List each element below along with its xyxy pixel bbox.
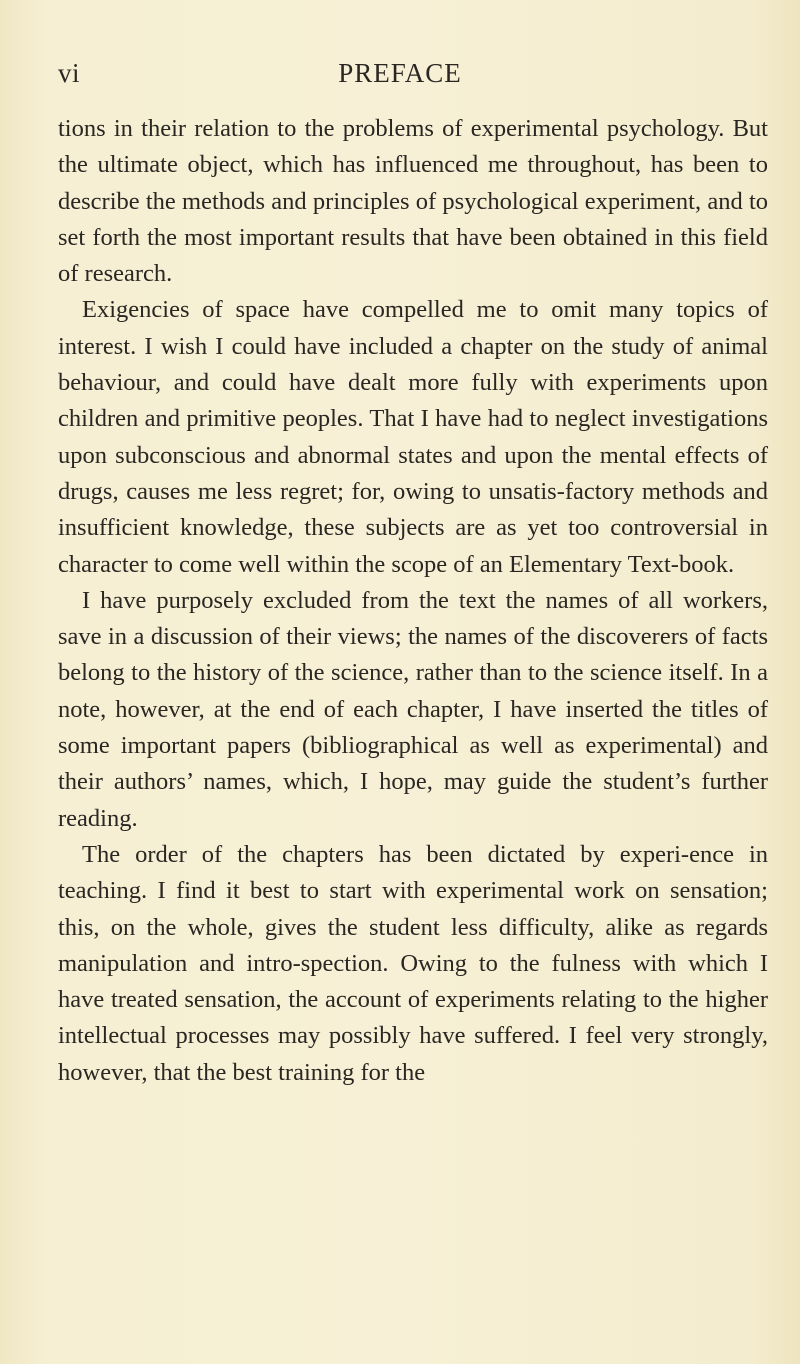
page-header bbox=[0, 58, 800, 94]
paragraph-4: The order of the chapters has been dictated by experi-ence in teaching. I find it best to start with experimental work on sensation; this, on the whole, gives the student less difficulty, alike as regards manipulation and intro-spection. Owing to the fulness with which I have treated sensation, the account of experiments relating to the higher intellectual processes may possibly have suffered. I feel very strongly, however, that the best training for the bbox=[58, 840, 768, 1086]
running-head-title: PREFACE bbox=[338, 58, 462, 88]
page-number: vi bbox=[58, 58, 81, 88]
preface-body bbox=[58, 111, 768, 1091]
paragraph-1: tions in their relation to the problems of experimental psychology. But the ultimate object, which has influenced me throughout, has been to describe the methods and principles of psychological experiment, and to set forth the most important results that have been obtained in this field of research. bbox=[58, 115, 768, 288]
paragraph-3: I have purposely excluded from the text the names of all workers, save in a discussion of their views; the names of the discoverers of facts belong to the history of the science, rather than to the science itself. In a note, however, at the end of each chapter, I have inserted the titles of some important papers (bibliographical as well as experimental) and their authors’ names, which, I hope, may guide the student’s further reading. bbox=[58, 586, 768, 832]
paragraph-2: Exigencies of space have compelled me to omit many topics of interest. I wish I could have included a chapter on the study of animal behaviour, and could have dealt more fully with experiments upon children and primitive peoples. That I have had to neglect investigations upon subconscious and abnormal states and upon the mental effects of drugs, causes me less regret; for, owing to unsatis-factory methods and insufficient knowledge, these subjects are as yet too controversial in character to come well within the scope of an Elementary Text-book. bbox=[58, 296, 768, 578]
